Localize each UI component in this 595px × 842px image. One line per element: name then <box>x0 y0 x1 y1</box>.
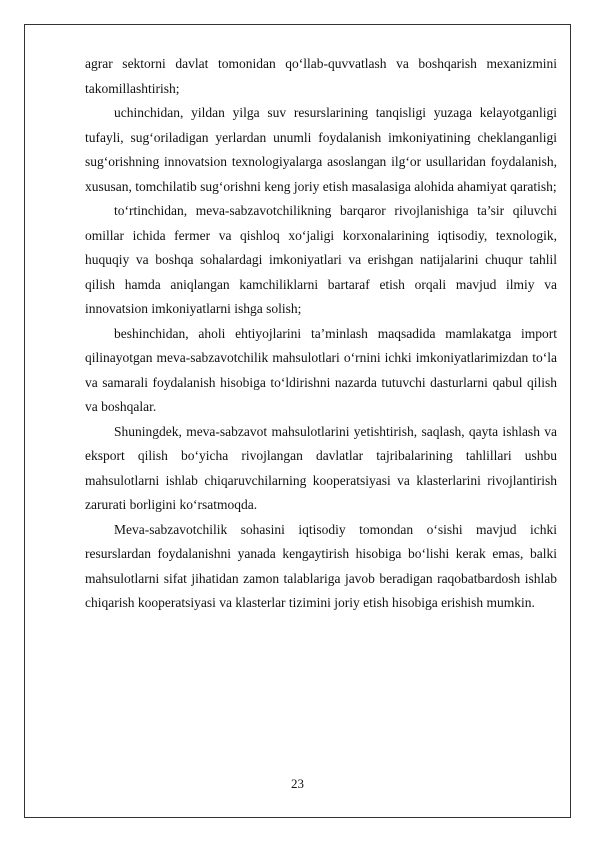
paragraph-fourth-point: to‘rtinchidan, meva-sabzavotchilikning barqaror rivojlanishiga ta’sir qiluvchi omillar ichida fermer va qishloq xo‘jaligi korxonalarining iqtisodiy, texnologik, huquqiy va boshqa sohalardagi imkoniyatlari va erishgan natijalarini chuqur tahlil qilish hamda aniqlangan kamchiliklarni bartaraf etish orqali mavjud ilmiy va innovatsion imkoniyatlarni ishga solish; <box>85 203 557 316</box>
paragraph-third-point: uchinchidan, yildan yilga suv resurslarining tanqisligi yuzaga kelayotganligi tufayli, sug‘oriladigan yerlardan unumli foydalanish imkoniyatining cheklanganligi sug‘orishning innovatsion texnologiyalarga asoslangan ilg‘or usullaridan foydalanish, xususan, tomchilatib sug‘orishni keng joriy etish masalasiga alohida ahamiyat qaratish; <box>85 105 557 194</box>
paragraph-experience-analysis: Shuningdek, meva-sabzavot mahsulotlarini yetishtirish, saqlash, qayta ishlash va eksport qilish bo‘yicha rivojlangan davlatlar tajribalarining tahlillari ushbu mahsulotlarni ishlab chiqaruvchilarning kooperatsiyasi va klasterlarini rivojlantirish zarurati borligini ko‘rsatmoqda. <box>85 423 557 512</box>
paragraph-continued: agrar sektorni davlat tomonidan qo‘llab-quvvatlash va boshqarish mexanizmini takomillashtirish; <box>85 56 557 96</box>
paragraph-conclusion: Meva-sabzavotchilik sohasini iqtisodiy tomondan o‘sishi mavjud ichki resurslardan foydalanishni yanada kengaytirish hisobiga bo‘lishi kerak emas, balki mahsulotlarni sifat jihatidan zamon talablariga javob beradigan raqobatbardosh ishlab chiqarish kooperatsiyasi va klasterlar tizimini joriy etish hisobiga erishish mumkin. <box>85 521 557 610</box>
paragraph-fifth-point: beshinchidan, aholi ehtiyojlarini ta’minlash maqsadida mamlakatga import qilinayotgan meva-sabzavotchilik mahsulotlari o‘rnini ichki imkoniyatlarimizdan to‘la va samarali foydalanish hisobiga to‘ldirishni nazarda tutuvchi dasturlarni qabul qilish va boshqalar. <box>85 325 557 414</box>
page-number: 23 <box>291 776 304 791</box>
document-body <box>85 52 557 616</box>
